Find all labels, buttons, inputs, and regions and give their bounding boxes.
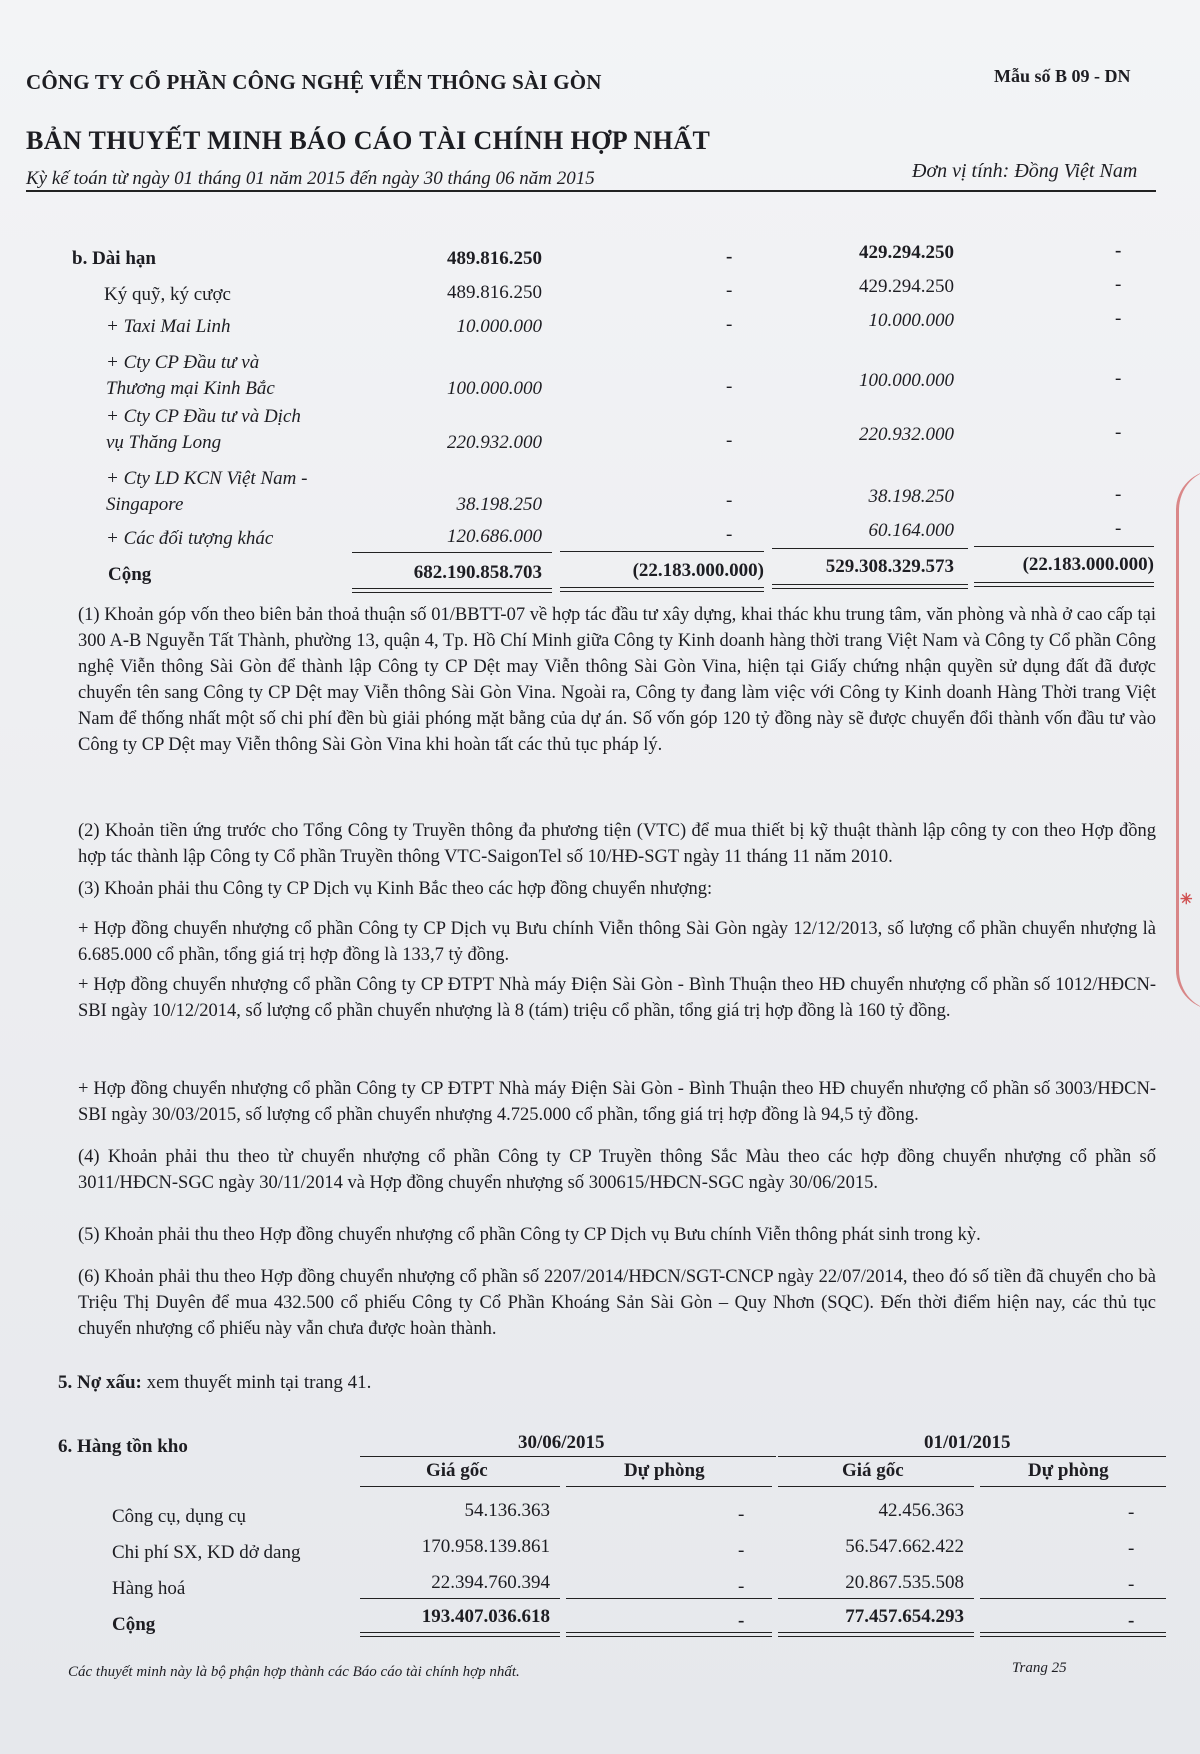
value-cell: 10.000.000 (456, 316, 542, 337)
bad-debt-section (58, 1372, 371, 1394)
row-label: + Cty CP Đầu tư và Dịch (106, 406, 301, 427)
provision-cell: - (1128, 1538, 1135, 1559)
provision-cell: - (1115, 274, 1122, 295)
provision-cell: - (726, 280, 733, 301)
value-cell: 38.198.250 (456, 494, 542, 515)
subtotal-rule (566, 1598, 772, 1599)
value-cell: 54.136.363 (464, 1500, 550, 1521)
value-cell: 429.294.250 (859, 242, 954, 263)
provision-cell: - (738, 1540, 745, 1561)
row-label-cont: vụ Thăng Long (106, 432, 222, 453)
value-cell: 489.816.250 (447, 248, 542, 269)
currency-unit: Đơn vị tính: Đồng Việt Nam (912, 160, 1138, 182)
header-rule (778, 1456, 1166, 1457)
subtotal-rule (772, 548, 968, 549)
seal-mark-icon: ✳ (1180, 892, 1193, 908)
total-label: Cộng (108, 564, 152, 585)
note-3: (3) Khoản phải thu Công ty CP Dịch vụ Kinh Bắc theo các hợp đồng chuyển nhượng: (78, 879, 713, 899)
note-3b: + Hợp đồng chuyển nhượng cổ phần Công ty CP ĐTPT Nhà máy Điện Sài Gòn - Bình Thuận theo HĐ chuyển nhượng cổ phần số 1012/HĐCN-SBI ngày 10/12/2014, số lượng cổ phần chuyển nhượng là 8 (tám) triệu cổ phần, tổng giá trị hợp đồng là 160 tỷ đồng. (78, 975, 1156, 1021)
total-double-rule (980, 1632, 1166, 1637)
provision-cell: - (738, 1576, 745, 1597)
provision-cell: - (738, 1504, 745, 1525)
value-cell: 100.000.000 (447, 378, 542, 399)
company-name: CÔNG TY CỔ PHẦN CÔNG NGHỆ VIỄN THÔNG SÀI GÒN (26, 70, 602, 94)
value-cell: 489.816.250 (447, 282, 542, 303)
document-title: BẢN THUYẾT MINH BÁO CÁO TÀI CHÍNH HỢP NHẤT (26, 126, 711, 155)
note-6: (6) Khoản phải thu theo Hợp đồng chuyển nhượng cổ phần số 2207/2014/HĐCN/SGT-CNCP ngày 22/07/2014, theo đó số tiền đã chuyển cho bà Triệu Thị Duyên để mua 432.500 cổ phiếu Công ty Cổ Phần Khoáng Sản Sài Gòn – Quy Nhơn (SQC). Đến thời điểm hiện nay, các thủ tục chuyển nhượng cổ phiếu này vẫn chưa được hoàn thành. (78, 1267, 1156, 1339)
note-2: (2) Khoản tiền ứng trước cho Tổng Công ty Truyền thông đa phương tiện (VTC) để mua thiết bị kỹ thuật thành lập công ty con theo Hợp đồng hợp tác thành lập Công ty Cổ phần Truyền thông VTC-SaigonTel số 10/HĐ-SGT ngày 11 tháng 11 năm 2010. (78, 821, 1156, 867)
row-label-cont: Thương mại Kinh Bắc (106, 378, 275, 399)
reporting-period: Kỳ kế toán từ ngày 01 tháng 01 năm 2015 đến ngày 30 tháng 06 năm 2015 (26, 168, 595, 189)
row-label: + Taxi Mai Linh (106, 316, 231, 337)
form-code: Mẫu số B 09 - DN (994, 66, 1131, 86)
col-rule (566, 1486, 772, 1487)
col-rule (980, 1486, 1166, 1487)
provision-cell: - (726, 376, 733, 397)
provision-cell: - (1115, 484, 1122, 505)
provision-cell: - (726, 246, 733, 267)
col-cost-header: Giá gốc (842, 1460, 904, 1481)
col-rule (360, 1486, 560, 1487)
header-rule (360, 1456, 776, 1457)
total-double-rule (974, 582, 1154, 587)
value-cell: 22.394.760.394 (431, 1572, 550, 1593)
total-double-rule (560, 587, 764, 592)
total-double-rule (360, 1632, 560, 1637)
value-cell: 56.547.662.422 (845, 1536, 964, 1557)
total-provision: (22.183.000.000) (632, 560, 764, 581)
total-double-rule (352, 588, 552, 593)
total-provision: (22.183.000.000) (1022, 554, 1154, 575)
subtotal-rule (974, 546, 1154, 547)
value-cell: 100.000.000 (859, 370, 954, 391)
row-label: Hàng hoá (112, 1578, 186, 1599)
row-label: + Cty CP Đầu tư và (106, 352, 260, 373)
total-label: Cộng (112, 1614, 156, 1635)
provision-cell: - (1128, 1574, 1135, 1595)
total-value: 193.407.036.618 (421, 1606, 550, 1627)
total-provision: - (1128, 1610, 1135, 1631)
note-3c: + Hợp đồng chuyển nhượng cổ phần Công ty CP ĐTPT Nhà máy Điện Sài Gòn - Bình Thuận theo HĐ chuyển nhượng cổ phần số 3003/HĐCN-SBI ngày 30/03/2015, số lượng cổ phần chuyển nhượng 4.725.000 cổ phần, tổng giá trị hợp đồng là 94,5 tỷ đồng. (78, 1079, 1156, 1125)
value-cell: 170.958.139.861 (421, 1536, 550, 1557)
value-cell: 60.164.000 (868, 520, 954, 541)
provision-cell: - (726, 314, 733, 335)
value-cell: 10.000.000 (868, 310, 954, 331)
provision-cell: - (1128, 1502, 1135, 1523)
col-cost-header: Giá gốc (426, 1460, 488, 1481)
col-rule (778, 1486, 974, 1487)
total-double-rule (778, 1632, 974, 1637)
total-provision: - (738, 1610, 745, 1631)
provision-cell: - (726, 430, 733, 451)
row-label: Chi phí SX, KD dở dang (112, 1542, 301, 1563)
inventory-heading: 6. Hàng tồn kho (58, 1436, 188, 1457)
company-seal-fragment (1176, 470, 1200, 1010)
subtotal-rule (352, 552, 552, 553)
subtotal-rule (778, 1598, 974, 1599)
row-label: + Các đối tượng khác (106, 528, 274, 549)
provision-cell: - (1115, 518, 1122, 539)
value-cell: 20.867.535.508 (845, 1572, 964, 1593)
row-label: + Cty LD KCN Việt Nam - (106, 468, 308, 489)
subtotal-rule (360, 1598, 560, 1599)
note-3a: + Hợp đồng chuyển nhượng cổ phần Công ty CP Dịch vụ Bưu chính Viễn thông Sài Gòn ngày 12/12/2013, số lượng cổ phần chuyển nhượng là 6.685.000 cổ phần, tổng giá trị hợp đồng là 133,7 tỷ đồng. (78, 919, 1156, 965)
col-provision-header: Dự phòng (624, 1460, 705, 1481)
provision-cell: - (1115, 240, 1122, 261)
row-label: b. Dài hạn (72, 248, 156, 269)
total-double-rule (566, 1632, 772, 1637)
bad-debt-text: xem thuyết minh tại trang 41. (146, 1372, 372, 1393)
value-cell: 38.198.250 (868, 486, 954, 507)
subtotal-rule (560, 551, 764, 552)
note-5: (5) Khoản phải thu theo Hợp đồng chuyển nhượng cổ phần Công ty CP Dịch vụ Bưu chính Viễn thông phát sinh trong kỳ. (78, 1225, 981, 1245)
provision-cell: - (1115, 422, 1122, 443)
value-cell: 220.932.000 (859, 424, 954, 445)
value-cell: 42.456.363 (878, 1500, 964, 1521)
value-cell: 429.294.250 (859, 276, 954, 297)
page-number: Trang 25 (1012, 1660, 1067, 1676)
row-label: Công cụ, dụng cụ (112, 1506, 247, 1527)
footer-note: Các thuyết minh này là bộ phận hợp thành các Báo cáo tài chính hợp nhất. (68, 1664, 520, 1680)
total-value: 682.190.858.703 (413, 562, 542, 583)
total-double-rule (772, 584, 968, 589)
row-label: Ký quỹ, ký cược (104, 284, 231, 305)
provision-cell: - (1115, 368, 1122, 389)
date-col-1: 30/06/2015 (518, 1432, 605, 1453)
row-label-cont: Singapore (106, 494, 184, 515)
value-cell: 220.932.000 (447, 432, 542, 453)
note-4: (4) Khoản phải thu theo từ chuyển nhượng cổ phần Công ty CP Truyền thông Sắc Màu theo các hợp đồng chuyển nhượng cổ phần số 3011/HĐCN-SGC ngày 30/11/2014 và Hợp đồng chuyển nhượng số 300615/HĐCN-SGC ngày 30/06/2015. (78, 1147, 1156, 1193)
provision-cell: - (1115, 308, 1122, 329)
bad-debt-heading: 5. Nợ xấu: (58, 1372, 142, 1393)
value-cell: 120.686.000 (447, 526, 542, 547)
date-col-2: 01/01/2015 (924, 1432, 1011, 1453)
subtotal-rule (980, 1598, 1166, 1599)
total-value: 529.308.329.573 (825, 556, 954, 577)
note-1: (1) Khoản góp vốn theo biên bản thoả thuận số 01/BBTT-07 về hợp tác đầu tư xây dựng, khai thác khu trung tâm, văn phòng và nhà ở cao cấp tại 300 A-B Nguyễn Tất Thành, phường 13, quận 4, Tp. Hồ Chí Minh giữa Công ty Kinh doanh hàng thời trang Việt Nam và Công ty Cổ phần Công nghệ Viễn thông Sài Gòn để thành lập Công ty CP Dệt may Viễn thông Sài Gòn Vina, hiện tại Giấy chứng nhận quyền sử dụng đất đã được chuyển tên sang Công ty CP Dệt may Viễn thông Sài Gòn Vina. Ngoài ra, Công ty đang làm việc với Công ty Kinh doanh Hàng Thời trang Việt Nam để thống nhất một số chi phí đền bù giải phóng mặt bằng của dự án. Số vốn góp 120 tỷ đồng này sẽ được chuyển đổi thành vốn đầu tư vào Công ty CP Dệt may Viễn thông Sài Gòn Vina khi hoàn tất các thủ tục pháp lý. (78, 605, 1156, 755)
provision-cell: - (726, 490, 733, 511)
provision-cell: - (726, 524, 733, 545)
col-provision-header: Dự phòng (1028, 1460, 1109, 1481)
total-value: 77.457.654.293 (845, 1606, 964, 1627)
header-rule (26, 190, 1156, 192)
